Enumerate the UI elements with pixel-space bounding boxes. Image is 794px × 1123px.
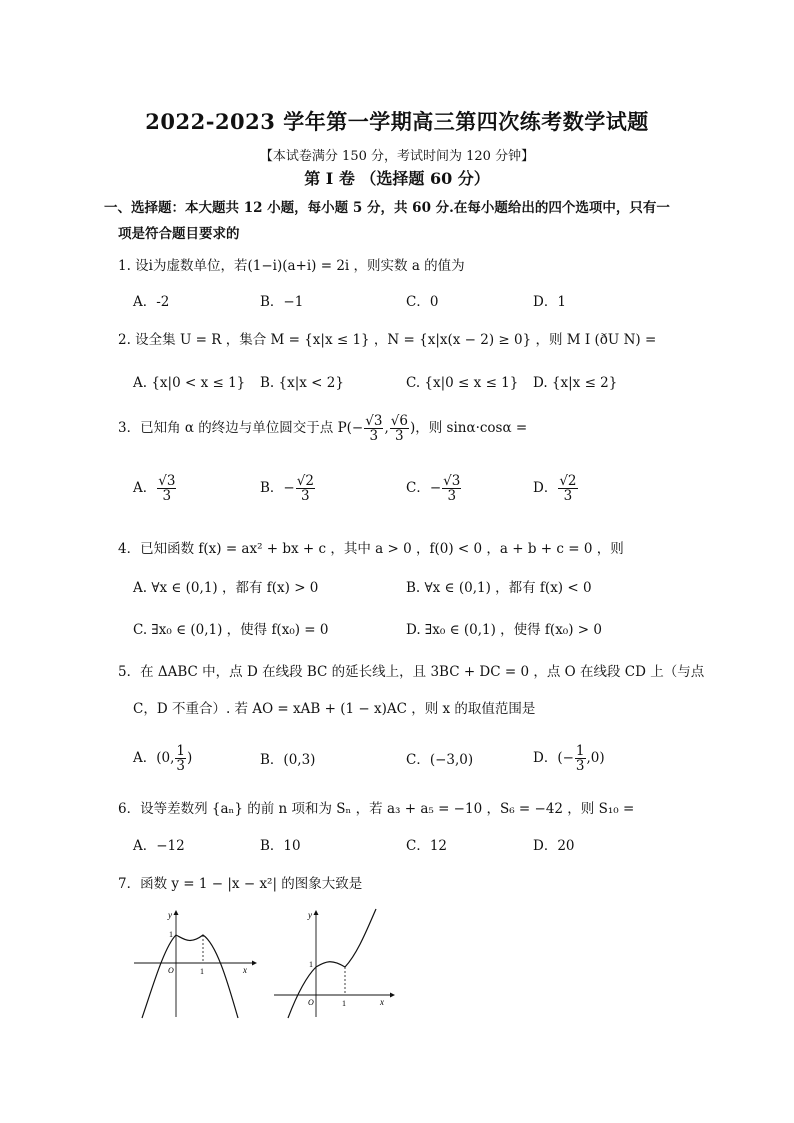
fraction-denominator: 3 [301, 488, 310, 505]
q3-option-c [406, 474, 462, 503]
option-label: A． [133, 750, 157, 767]
fraction-denominator: 3 [575, 758, 585, 775]
q1-option-d: D．1 [533, 294, 566, 310]
option-fraction [175, 744, 186, 773]
q6-option-a: A．−12 [133, 838, 185, 854]
option-prefix: (− [557, 750, 574, 767]
fraction-numerator: √6 [390, 413, 408, 429]
question-5-line-1: 5．在 ΔABC 中，点 D 在线段 BC 的延长线上，且 3BC + DC = 0 ，点 O 在线段 CD 上（与点 [118, 664, 705, 680]
fraction-numerator: √3 [158, 473, 176, 489]
fraction-denominator: 3 [162, 488, 172, 505]
q3-text-pre: 3．已知角 α 的终边与单位圆交于点 P(− [118, 420, 364, 437]
option-label: B． [260, 752, 284, 768]
option-value: (0,3) [283, 752, 316, 768]
q2-option-c: C. {x|0 ≤ x ≤ 1} [406, 375, 519, 391]
q7-graph-b [270, 905, 400, 1020]
fraction-denominator: 3 [369, 428, 379, 445]
option-value: (−3,0) [429, 752, 474, 768]
option-label: D． [533, 750, 558, 767]
page-title: 2022-2023 学年第一学期高三第四次练考数学试题 [145, 109, 649, 134]
q5-option-b [260, 748, 315, 768]
option-label: B． [260, 480, 284, 497]
question-6: 6．设等差数列 {aₙ} 的前 n 项和为 Sₙ ，若 a₃ + a₅ = −10 ，S₆ = −42 ，则 S₁₀ = [118, 801, 635, 817]
q3-text-post: )，则 sinα·cosα = [409, 420, 528, 437]
x-axis-arrow-icon [252, 961, 257, 966]
option-label: C． [406, 752, 430, 768]
q3-option-d [533, 474, 579, 503]
question-4: 4．已知函数 f(x) = ax² + bx + c ，其中 a > 0 ，f(0) < 0 ，a + b + c = 0 ，则 [118, 541, 624, 557]
x-axis-arrow-icon [390, 993, 395, 998]
fraction-numerator: √2 [296, 473, 314, 489]
fraction-numerator: √2 [559, 473, 577, 489]
q3-option-a [133, 474, 177, 503]
fraction-denominator: 3 [447, 488, 457, 505]
q6-option-b: B．10 [260, 838, 301, 854]
q3-fraction-2 [390, 414, 409, 443]
option-fraction [442, 474, 461, 503]
q3-fraction-1 [364, 414, 383, 443]
origin-label: O [308, 998, 314, 1007]
fraction-denominator: 3 [395, 428, 404, 445]
fraction-numerator: √3 [365, 413, 383, 429]
q2-option-d: D. {x|x ≤ 2} [533, 375, 618, 391]
fraction-numerator: 1 [575, 743, 585, 759]
q4-option-a: A. ∀x ∈ (0,1) ，都有 f(x) > 0 [133, 580, 319, 596]
y-tick-label: 1 [309, 960, 313, 969]
x-axis-label: x [243, 965, 247, 975]
y-axis-label: y [168, 910, 172, 920]
instructions-line-1: 一、选择题：本大题共 12 小题，每小题 5 分，共 60 分.在每小题给出的四个选项中，只有一 [104, 200, 670, 216]
x-tick-label: 1 [200, 967, 204, 976]
x-tick-label: 1 [342, 999, 346, 1008]
y-axis-arrow-icon [174, 910, 179, 915]
q6-option-d: D．20 [533, 838, 575, 854]
y-axis-arrow-icon [314, 910, 319, 915]
option-fraction [558, 474, 577, 503]
question-2: 2. 设全集 U = R ，集合 M = {x|x ≤ 1} ，N = {x|x(x − 2) ≥ 0} ，则 M I (ðU N) = [118, 332, 657, 348]
option-fraction [296, 474, 315, 503]
question-5-line-2: C，D 不重合）. 若 AO = xAB + (1 − x)AC ，则 x 的取值范围是 [133, 701, 536, 717]
function-curve [142, 935, 238, 1018]
option-suffix: ) [187, 750, 193, 767]
q4-option-c: C. ∃x₀ ∈ (0,1) ，使得 f(x₀) = 0 [133, 622, 329, 638]
question-1: 1. 设i为虚数单位，若(1−i)(a+i) = 2i ，则实数 a 的值为 [118, 258, 465, 274]
fraction-denominator: 3 [563, 488, 573, 505]
q5-option-a [133, 744, 192, 773]
question-3: 3．已知角 α 的终边与单位圆交于点 P(− $\frac{√3}{3}$ , $\frac{√6}{3}$ )，则 sinα·cosα = [118, 413, 528, 445]
option-fraction [575, 744, 586, 773]
fraction-numerator: 1 [176, 743, 185, 759]
question-7: 7．函数 y = 1 − |x − x²| 的图象大致是 [118, 876, 363, 892]
instructions-line-2: 项是符合题目要求的 [118, 226, 240, 242]
q2-option-b: B. {x|x < 2} [260, 375, 344, 391]
exam-info: 【本试卷满分 150 分，考试时间为 120 分钟】 [259, 149, 535, 164]
option-fraction [157, 474, 176, 503]
origin-label: O [168, 966, 174, 975]
option-prefix: (0, [156, 750, 175, 767]
q3-option-b [260, 474, 316, 503]
fraction-numerator: √3 [443, 473, 461, 489]
y-axis-label: y [308, 910, 312, 920]
q4-option-d: D. ∃x₀ ∈ (0,1) ，使得 f(x₀) > 0 [406, 622, 602, 638]
q7-graph-a [130, 905, 260, 1020]
q6-option-c: C．12 [406, 838, 448, 854]
option-label: A． [133, 480, 157, 497]
option-label: D． [533, 480, 558, 497]
q5-option-d [533, 744, 605, 773]
q1-option-c: C．0 [406, 294, 439, 310]
y-tick-label: 1 [169, 930, 173, 939]
q1-option-a: A．-2 [133, 294, 170, 310]
option-sign: − [429, 480, 442, 497]
q4-option-b: B. ∀x ∈ (0,1) ，都有 f(x) < 0 [406, 580, 592, 596]
x-axis-label: x [380, 997, 384, 1007]
fraction-denominator: 3 [176, 758, 185, 775]
option-label: C． [406, 480, 430, 497]
option-sign: − [283, 480, 295, 497]
option-suffix: ,0) [586, 750, 605, 767]
function-curve [288, 909, 376, 1018]
q1-option-b: B．−1 [260, 294, 304, 310]
q5-option-c [406, 748, 473, 768]
q2-option-a: A. {x|0 < x ≤ 1} [133, 375, 246, 391]
section-heading: 第 Ⅰ 卷 （选择题 60 分） [304, 169, 490, 188]
